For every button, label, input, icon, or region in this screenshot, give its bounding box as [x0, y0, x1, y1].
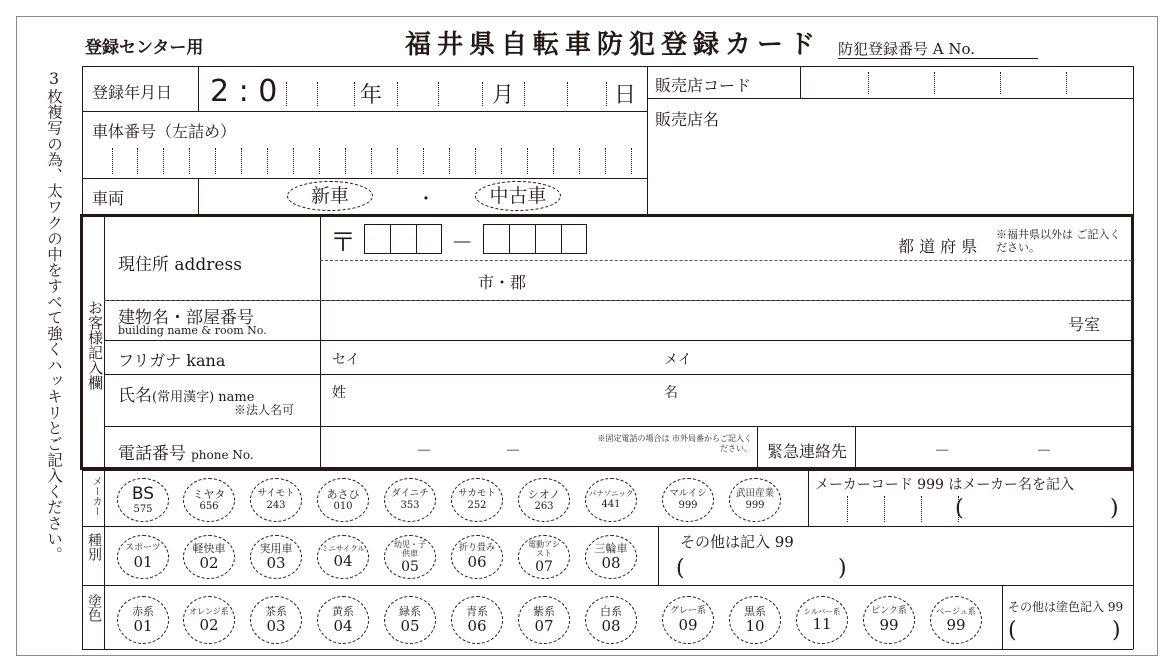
- section-label: 登録センター用: [85, 38, 204, 58]
- color-option-blue[interactable]: 青系 06: [451, 596, 503, 644]
- customer-section-label: お客様記入欄: [86, 300, 104, 390]
- fixed-phone-note: ※固定電話の場合は 市外局番からご記入ください。: [597, 434, 752, 453]
- kind-label: 種別: [86, 533, 102, 561]
- registration-date-label: 登録年月日: [92, 83, 173, 102]
- kind-option-folding[interactable]: 折り畳み 06: [451, 535, 503, 579]
- maker-option-bs[interactable]: BS 575: [117, 478, 169, 522]
- color-label: 塗色: [86, 594, 102, 622]
- kind-option-city-bike[interactable]: 軽快車 02: [183, 535, 235, 579]
- color-option-white[interactable]: 白系 08: [585, 596, 637, 644]
- used-vehicle-option[interactable]: 中古車: [475, 181, 561, 211]
- phone-label-group: [118, 439, 254, 464]
- separator-dot: ・: [417, 189, 435, 210]
- name-label-sub: (常用漢字) name: [152, 390, 255, 405]
- kana-label: フリガナ kana: [118, 351, 226, 370]
- sei-kana-label: セイ: [332, 352, 360, 368]
- maker-paren-close: ): [1110, 496, 1119, 521]
- color-option-purple[interactable]: 紫系 07: [518, 596, 570, 644]
- month-label: 月: [492, 83, 515, 108]
- phone-dash-2: －: [505, 441, 522, 460]
- emergency-dash-2: －: [1036, 441, 1053, 460]
- maker-option-dainichi[interactable]: ダイニチ 353: [384, 478, 436, 522]
- maker-code-note: メーカーコード 999 はメーカー名を記入: [815, 477, 1075, 493]
- address-label: 現住所 address: [118, 255, 242, 275]
- maker-option-asahi[interactable]: あさひ 010: [317, 478, 369, 522]
- mei-kana-label: メイ: [664, 352, 692, 368]
- kind-option-tricycle[interactable]: 三輪車 08: [585, 535, 637, 579]
- vehicle-label: 車両: [92, 189, 125, 208]
- color-option-green[interactable]: 緑系 05: [384, 596, 436, 644]
- color-other-note: その他は塗色記入 99: [1008, 600, 1124, 614]
- day-label: 日: [614, 83, 637, 108]
- city-label: 市・郡: [478, 273, 527, 292]
- building-label-en: building name & room No.: [118, 324, 267, 337]
- new-vehicle-option[interactable]: 新車: [287, 181, 373, 211]
- building-label: 建物名・部屋番号: [118, 308, 254, 328]
- kind-paren-open: (: [676, 556, 685, 581]
- corporate-name-note: ※法人名可: [234, 403, 295, 417]
- maker-label: メーカー: [90, 476, 101, 516]
- page-title: 福井県自転車防犯登録カード: [405, 30, 822, 60]
- mei-kanji-label: 名: [664, 385, 678, 401]
- color-option-gray[interactable]: グレー系 09: [662, 596, 714, 644]
- phone-label-en: phone No.: [191, 448, 254, 462]
- kind-option-mini-cycle[interactable]: ミニサイクル 04: [317, 535, 369, 579]
- kind-other-note: その他は記入 99: [680, 533, 794, 551]
- name-label: 氏名: [118, 386, 152, 406]
- color-option-yellow[interactable]: 黄系 04: [317, 596, 369, 644]
- kind-option-child[interactable]: 幼児・子供車 05: [384, 535, 436, 579]
- color-option-brown[interactable]: 茶系 03: [250, 596, 302, 644]
- postal-mark: 〒: [330, 228, 357, 258]
- color-option-silver[interactable]: シルバー系 11: [796, 596, 848, 644]
- registration-number-label: 防犯登録番号 A No.: [838, 40, 976, 58]
- color-option-beige[interactable]: ベージュ系 99: [930, 596, 982, 644]
- prefecture-note: ※福井県以外は ご記入ください。: [996, 228, 1121, 254]
- sei-kanji-label: 姓: [332, 385, 346, 401]
- frame-number-label: 車体番号（左詰め）: [92, 122, 237, 141]
- postal-code-first-box[interactable]: [364, 224, 442, 254]
- color-option-pink[interactable]: ピンク系 99: [863, 596, 915, 644]
- maker-option-panasonic[interactable]: パナソニック 441: [585, 478, 637, 522]
- phone-label: 電話番号: [118, 444, 186, 464]
- postal-code-second-box[interactable]: [483, 224, 587, 254]
- regno-underline: [838, 58, 1038, 59]
- kind-option-utility[interactable]: 実用車 03: [250, 535, 302, 579]
- emergency-dash-1: －: [934, 441, 951, 460]
- phone-dash-1: －: [416, 441, 433, 460]
- year-label: 年: [360, 83, 383, 108]
- kind-paren-close: ): [838, 556, 847, 581]
- maker-paren-open: (: [955, 496, 964, 521]
- room-label: 号室: [1068, 315, 1101, 334]
- kind-option-sports[interactable]: スポーツ 01: [117, 535, 169, 579]
- maker-option-takeda[interactable]: 武田産業 999: [729, 478, 781, 522]
- maker-option-sakamoto[interactable]: サカモト 252: [451, 478, 503, 522]
- registration-date-prefix: 2 : 0: [210, 74, 278, 109]
- maker-option-maruishi[interactable]: マルイシ 999: [662, 478, 714, 522]
- color-option-orange[interactable]: オレンジ系 02: [183, 596, 235, 644]
- shop-code-label: 販売店コード: [655, 76, 752, 95]
- color-paren-open: (: [1008, 618, 1017, 643]
- maker-option-miyata[interactable]: ミヤタ 656: [183, 478, 235, 522]
- maker-option-shiono[interactable]: シオノ 263: [518, 478, 570, 522]
- prefecture-label: 都 道 府 県: [898, 237, 978, 256]
- maker-option-saimoto[interactable]: サイモト 243: [250, 478, 302, 522]
- color-option-red[interactable]: 赤系 01: [117, 596, 169, 644]
- color-paren-close: ): [1112, 618, 1121, 643]
- postal-dash: －: [451, 231, 474, 256]
- color-option-black[interactable]: 黒系 10: [729, 596, 781, 644]
- emergency-contact-label: 緊急連絡先: [767, 442, 848, 461]
- kind-option-electric-assist[interactable]: 電動アシスト 07: [518, 535, 570, 579]
- shop-name-label: 販売店名: [655, 110, 720, 129]
- side-instruction: 3枚複写の為、太ワクの中をすべて強くハッキリとご記入ください。: [45, 70, 63, 563]
